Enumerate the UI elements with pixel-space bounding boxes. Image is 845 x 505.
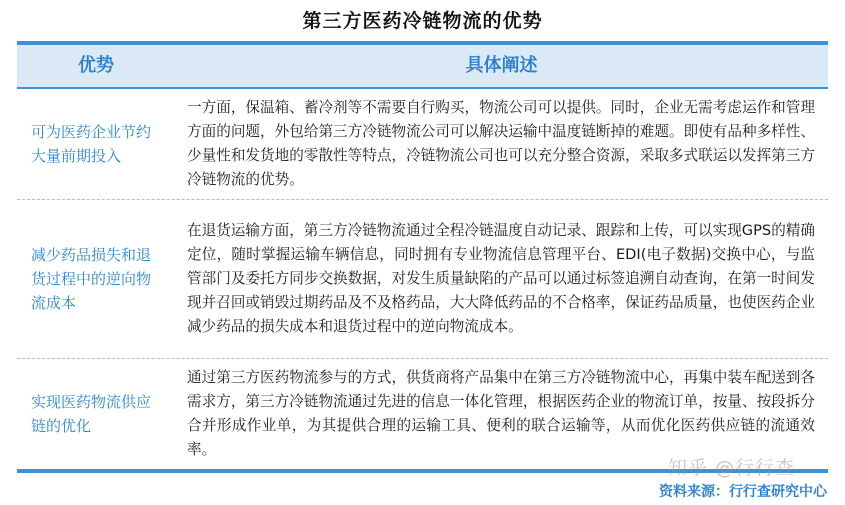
table-row xyxy=(17,200,828,358)
description-text: 在退货运输方面，第三方冷链物流通过全程冷链温度自动记录、跟踪和上传，可以实现GPS的精确定位，随时掌握运输车辆信息，同时拥有专业物流信息管理平台、EDI(电子数据)交换中心，与监管部门及委托方同步交换数据，对发生质量缺陷的产品可以通过标签追溯自动查询，在第一时间发现并召回或销毁过期药品及不及格药品，大大降低药品的不合格率，保证药品质量，也使医药企业减少药品的损失成本和退货过程中的逆向物流成本。 xyxy=(187,222,815,335)
description-text: 通过第三方医药物流参与的方式，供货商将产品集中在第三方冷链物流中心，再集中装车配送到各需求方，第三方冷链物流通过先进的信息一体化管理，根据医药企业的物流订单，按量、按段拆分合并形成作业单，为其提供合理的运输工具、便利的联合运输等，从而优化医药供应链的流通效率。 xyxy=(187,369,815,458)
advantage-cell xyxy=(17,89,175,199)
watermark: 知乎 @行行查 xyxy=(668,457,796,479)
page-title: 第三方医药冷链物流的优势 xyxy=(302,10,543,32)
advantage-text: 实现医药物流供应链的优化 xyxy=(31,393,152,435)
description-cell xyxy=(187,89,815,199)
advantage-cell xyxy=(17,359,175,469)
advantage-text: 可为医药企业节约大量前期投入 xyxy=(31,123,152,165)
header-advantage: 优势 xyxy=(78,55,114,76)
table-header xyxy=(17,45,828,87)
source-note: 资料来源：行行查研究中心 xyxy=(659,484,827,500)
advantage-cell xyxy=(17,200,175,358)
description-text: 一方面，保温箱、蓄冷剂等不需要自行购买，物流公司可以提供。同时，企业无需考虑运作和管理方面的问题，外包给第三方冷链物流公司可以解决运输中温度链断掉的难题。即使有品种多样性、少量性和发货地的零散性等特点，冷链物流公司也可以充分整合资源，采取多式联运以发挥第三方冷链物流的优势。 xyxy=(187,99,815,188)
table-row xyxy=(17,89,828,199)
advantage-text: 减少药品损失和退货过程中的逆向物流成本 xyxy=(31,246,152,312)
header-description: 具体阐述 xyxy=(465,55,538,76)
description-cell xyxy=(187,200,815,358)
